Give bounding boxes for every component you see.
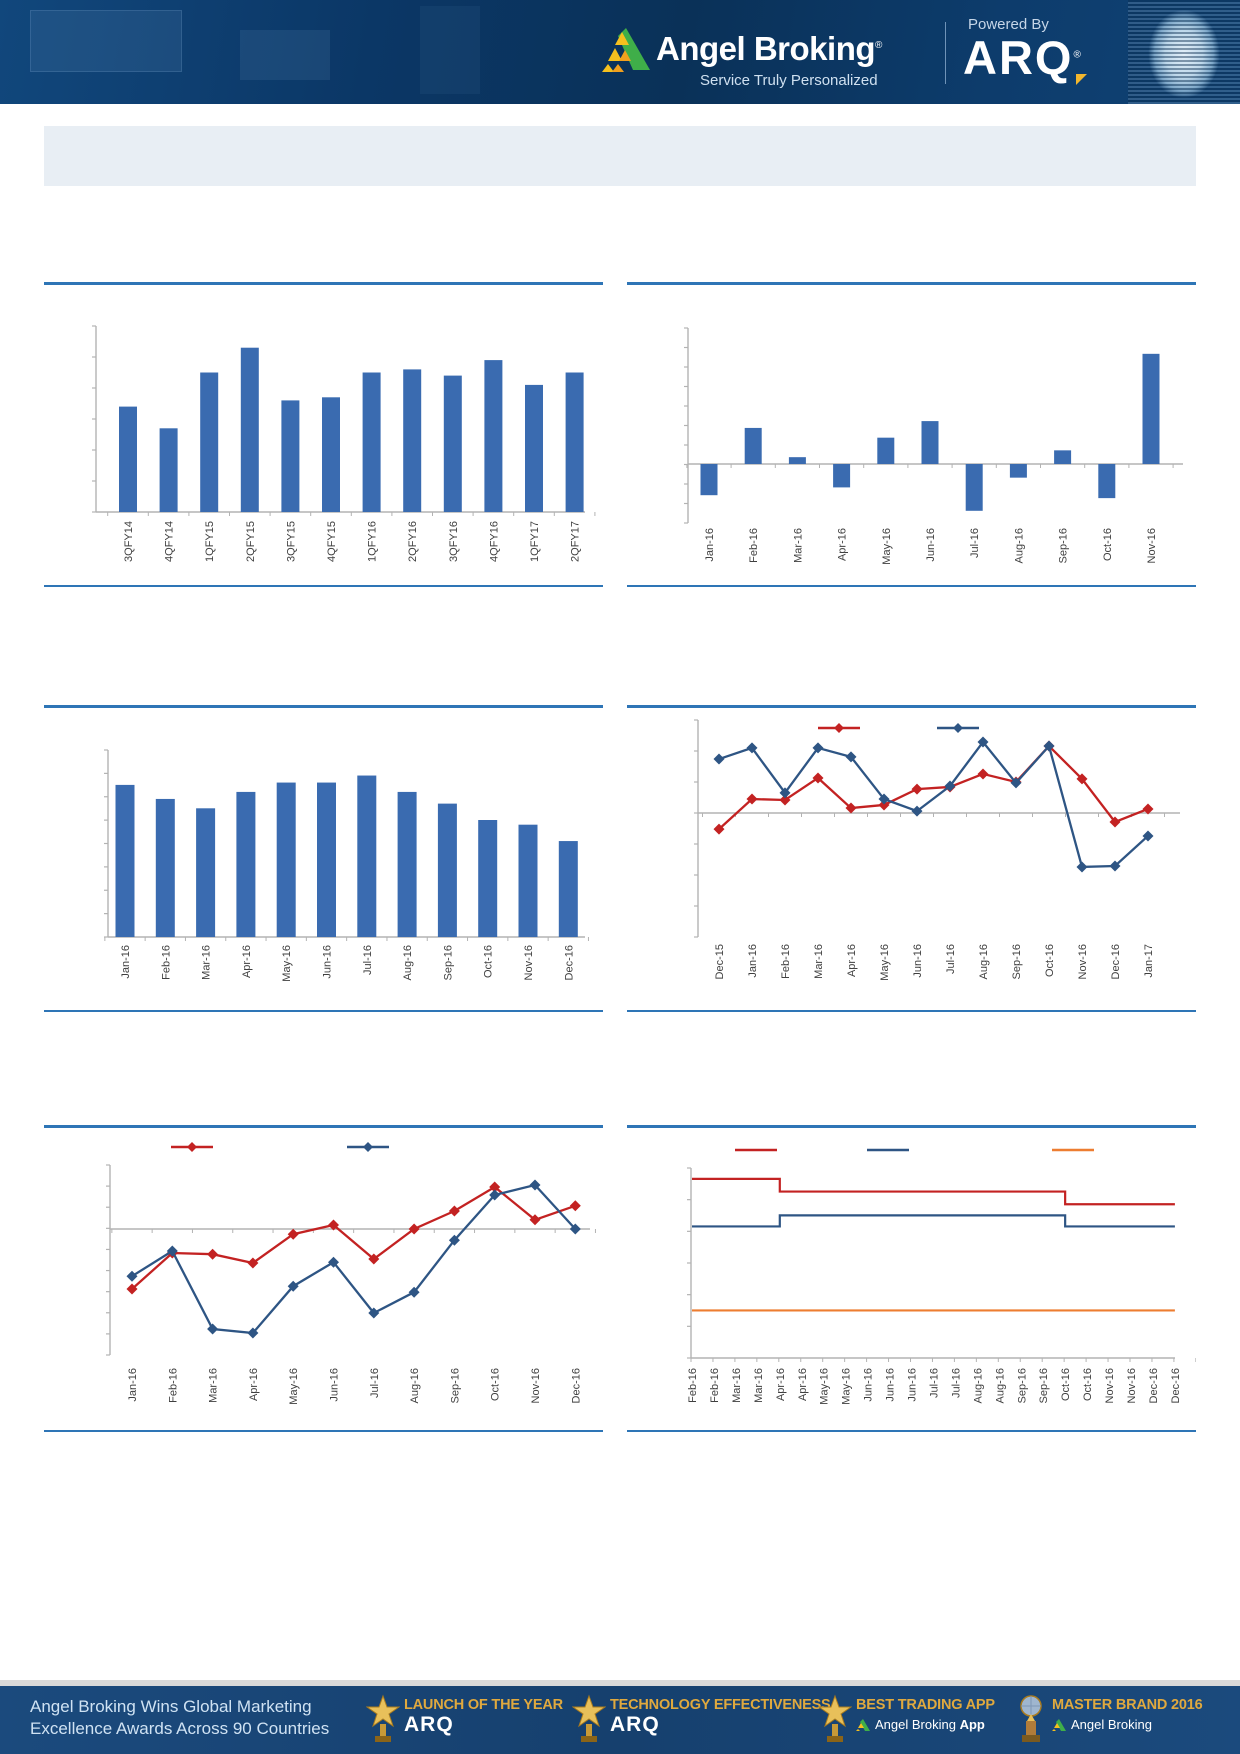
svg-text:4QFY15: 4QFY15	[326, 521, 338, 562]
report-title-banner	[44, 126, 1196, 186]
svg-text:2QFY15: 2QFY15	[244, 521, 257, 562]
footer-headline-line2: Excellence Awards Across 90 Countries	[30, 1719, 330, 1738]
svg-text:May-16: May-16	[281, 945, 294, 982]
footer-headline	[30, 1696, 329, 1740]
svg-text:Feb-16: Feb-16	[780, 944, 792, 979]
svg-text:Jul-16: Jul-16	[945, 944, 957, 974]
svg-text:Sep-16: Sep-16	[1038, 1368, 1051, 1404]
svg-text:1QFY15: 1QFY15	[204, 521, 217, 562]
svg-text:Sep-16: Sep-16	[1016, 1368, 1029, 1404]
svg-text:Apr-16: Apr-16	[836, 528, 849, 562]
svg-text:Jun-16: Jun-16	[906, 1368, 919, 1402]
svg-text:Nov-16: Nov-16	[1104, 1368, 1117, 1404]
section-divider-line	[627, 1125, 1196, 1128]
footer-awards-bar	[0, 1686, 1240, 1754]
svg-text:May-16: May-16	[840, 1368, 853, 1405]
arq-logo-notch	[1076, 74, 1087, 85]
section-divider-line	[627, 282, 1196, 285]
svg-text:Jun-16: Jun-16	[884, 1368, 897, 1402]
section-divider-line	[627, 705, 1196, 708]
powered-by-label: Powered By	[968, 16, 1049, 33]
svg-text:Nov-16: Nov-16	[523, 945, 535, 981]
star-trophy-icon	[572, 1694, 606, 1746]
svg-text:Apr-16: Apr-16	[774, 1368, 787, 1402]
svg-text:1QFY17: 1QFY17	[529, 521, 541, 562]
award-title: LAUNCH OF THE YEAR	[404, 1697, 563, 1713]
header-divider	[945, 22, 946, 84]
svg-text:Mar-16: Mar-16	[730, 1368, 743, 1403]
svg-text:Aug-16: Aug-16	[409, 1368, 422, 1404]
svg-text:Dec-16: Dec-16	[1110, 944, 1122, 980]
svg-text:Mar-16: Mar-16	[813, 944, 825, 979]
star-trophy-icon	[366, 1694, 400, 1746]
svg-text:Apr-16: Apr-16	[796, 1368, 809, 1402]
svg-text:Sep-16: Sep-16	[449, 1368, 462, 1404]
chart-quarterly-bars	[44, 300, 600, 586]
header-pattern	[30, 10, 182, 72]
award-subtitle: Angel Broking App	[856, 1717, 985, 1732]
svg-text:Jan-16: Jan-16	[747, 944, 759, 978]
svg-text:May-16: May-16	[288, 1368, 301, 1405]
svg-text:Dec-15: Dec-15	[714, 944, 726, 980]
svg-text:Dec-16: Dec-16	[570, 1368, 583, 1404]
svg-text:Jul-16: Jul-16	[969, 528, 982, 558]
svg-text:1QFY16: 1QFY16	[366, 521, 379, 562]
svg-text:Feb-16: Feb-16	[160, 945, 173, 980]
svg-text:2QFY16: 2QFY16	[407, 521, 420, 562]
svg-text:Aug-16: Aug-16	[1013, 528, 1026, 564]
svg-text:Mar-16: Mar-16	[200, 945, 213, 980]
svg-text:Nov-16: Nov-16	[530, 1368, 542, 1404]
award-subtitle: Angel Broking	[1052, 1717, 1152, 1732]
header-pattern	[420, 6, 480, 94]
svg-text:Oct-16: Oct-16	[482, 945, 495, 979]
angel-broking-logo-icon	[856, 1719, 870, 1731]
globe-trophy-icon	[1014, 1694, 1048, 1746]
svg-text:Apr-16: Apr-16	[846, 944, 858, 978]
angel-broking-logo-icon	[1052, 1719, 1066, 1731]
svg-text:Jun-16: Jun-16	[321, 945, 334, 979]
svg-text:May-16: May-16	[880, 528, 893, 565]
svg-text:Jun-16: Jun-16	[912, 944, 924, 978]
svg-text:Oct-16: Oct-16	[489, 1368, 502, 1402]
svg-text:Jan-16: Jan-16	[120, 945, 132, 979]
svg-text:Nov-16: Nov-16	[1146, 528, 1158, 564]
svg-text:Sep-16: Sep-16	[442, 945, 455, 981]
svg-text:Aug-16: Aug-16	[994, 1368, 1007, 1404]
award-subtitle-arq: ARQ	[404, 1713, 454, 1736]
svg-text:Jan-16: Jan-16	[704, 528, 716, 562]
svg-text:Mar-16: Mar-16	[207, 1368, 220, 1403]
svg-text:Sep-16: Sep-16	[1011, 944, 1023, 980]
svg-text:Jan-16: Jan-16	[127, 1368, 139, 1402]
svg-text:Feb-16: Feb-16	[167, 1368, 180, 1403]
svg-text:Aug-16: Aug-16	[402, 945, 415, 981]
award-title: TECHNOLOGY EFFECTIVENESS	[610, 1697, 831, 1713]
svg-text:Aug-16: Aug-16	[972, 1368, 985, 1404]
award-subtitle-arq: ARQ	[610, 1713, 660, 1736]
brand-tagline: Service Truly Personalized	[700, 72, 878, 89]
svg-text:Feb-16: Feb-16	[687, 1368, 699, 1403]
section-divider-line	[44, 282, 603, 285]
chart-step-lines	[627, 1135, 1196, 1435]
svg-text:Jun-16: Jun-16	[862, 1368, 875, 1402]
svg-text:3QFY15: 3QFY15	[285, 521, 298, 562]
section-divider-line	[44, 1125, 603, 1128]
award-title: MASTER BRAND 2016	[1052, 1697, 1203, 1713]
chart-dual-line-long	[627, 715, 1196, 1012]
svg-text:Mar-16: Mar-16	[752, 1368, 765, 1403]
arq-logo: ARQ®	[963, 31, 1081, 84]
svg-text:Feb-16: Feb-16	[708, 1368, 721, 1403]
svg-text:Oct-16: Oct-16	[1044, 944, 1056, 978]
award-title: BEST TRADING APP	[856, 1697, 995, 1713]
svg-text:3QFY14: 3QFY14	[123, 521, 135, 562]
svg-text:Jul-16: Jul-16	[928, 1368, 941, 1398]
svg-text:Feb-16: Feb-16	[748, 528, 761, 563]
svg-text:Jan-17: Jan-17	[1143, 944, 1155, 978]
chart-monthly-net-bars	[627, 300, 1196, 586]
svg-text:Dec-16: Dec-16	[1169, 1368, 1182, 1404]
section-divider-line	[44, 705, 603, 708]
header-pattern	[240, 30, 330, 80]
svg-text:Oct-16: Oct-16	[1082, 1368, 1095, 1402]
header-banner	[0, 0, 1240, 104]
svg-text:Jul-16: Jul-16	[368, 1368, 381, 1398]
svg-text:Oct-16: Oct-16	[1101, 528, 1114, 562]
svg-text:Nov-16: Nov-16	[1126, 1368, 1138, 1404]
chart-dual-line-year	[44, 1135, 600, 1435]
chart-monthly-bars	[44, 720, 600, 1012]
angel-broking-logo-icon	[600, 26, 650, 72]
brand-name: Angel Broking®	[656, 30, 882, 67]
svg-text:Jul-16: Jul-16	[950, 1368, 963, 1398]
svg-text:2QFY17: 2QFY17	[569, 521, 582, 562]
svg-text:Dec-16: Dec-16	[563, 945, 576, 981]
svg-text:4QFY14: 4QFY14	[163, 521, 176, 562]
star-trophy-icon	[818, 1694, 852, 1746]
registered-mark: ®	[875, 40, 882, 51]
svg-text:Jul-16: Jul-16	[361, 945, 374, 975]
svg-text:3QFY16: 3QFY16	[447, 521, 460, 562]
svg-text:May-16: May-16	[879, 944, 891, 981]
svg-text:Oct-16: Oct-16	[1060, 1368, 1073, 1402]
face-graphic	[1128, 0, 1240, 104]
svg-text:Apr-16: Apr-16	[240, 945, 253, 979]
svg-text:May-16: May-16	[818, 1368, 831, 1405]
svg-text:Aug-16: Aug-16	[978, 944, 990, 980]
svg-text:4QFY16: 4QFY16	[488, 521, 501, 562]
svg-text:Apr-16: Apr-16	[247, 1368, 260, 1402]
svg-text:Mar-16: Mar-16	[792, 528, 805, 563]
svg-text:Jun-16: Jun-16	[925, 528, 937, 562]
svg-text:Sep-16: Sep-16	[1057, 528, 1070, 564]
svg-text:Dec-16: Dec-16	[1147, 1368, 1160, 1404]
footer-headline-line1: Angel Broking Wins Global Marketing	[30, 1697, 312, 1716]
svg-text:Nov-16: Nov-16	[1077, 944, 1089, 980]
svg-text:Jun-16: Jun-16	[328, 1368, 341, 1402]
